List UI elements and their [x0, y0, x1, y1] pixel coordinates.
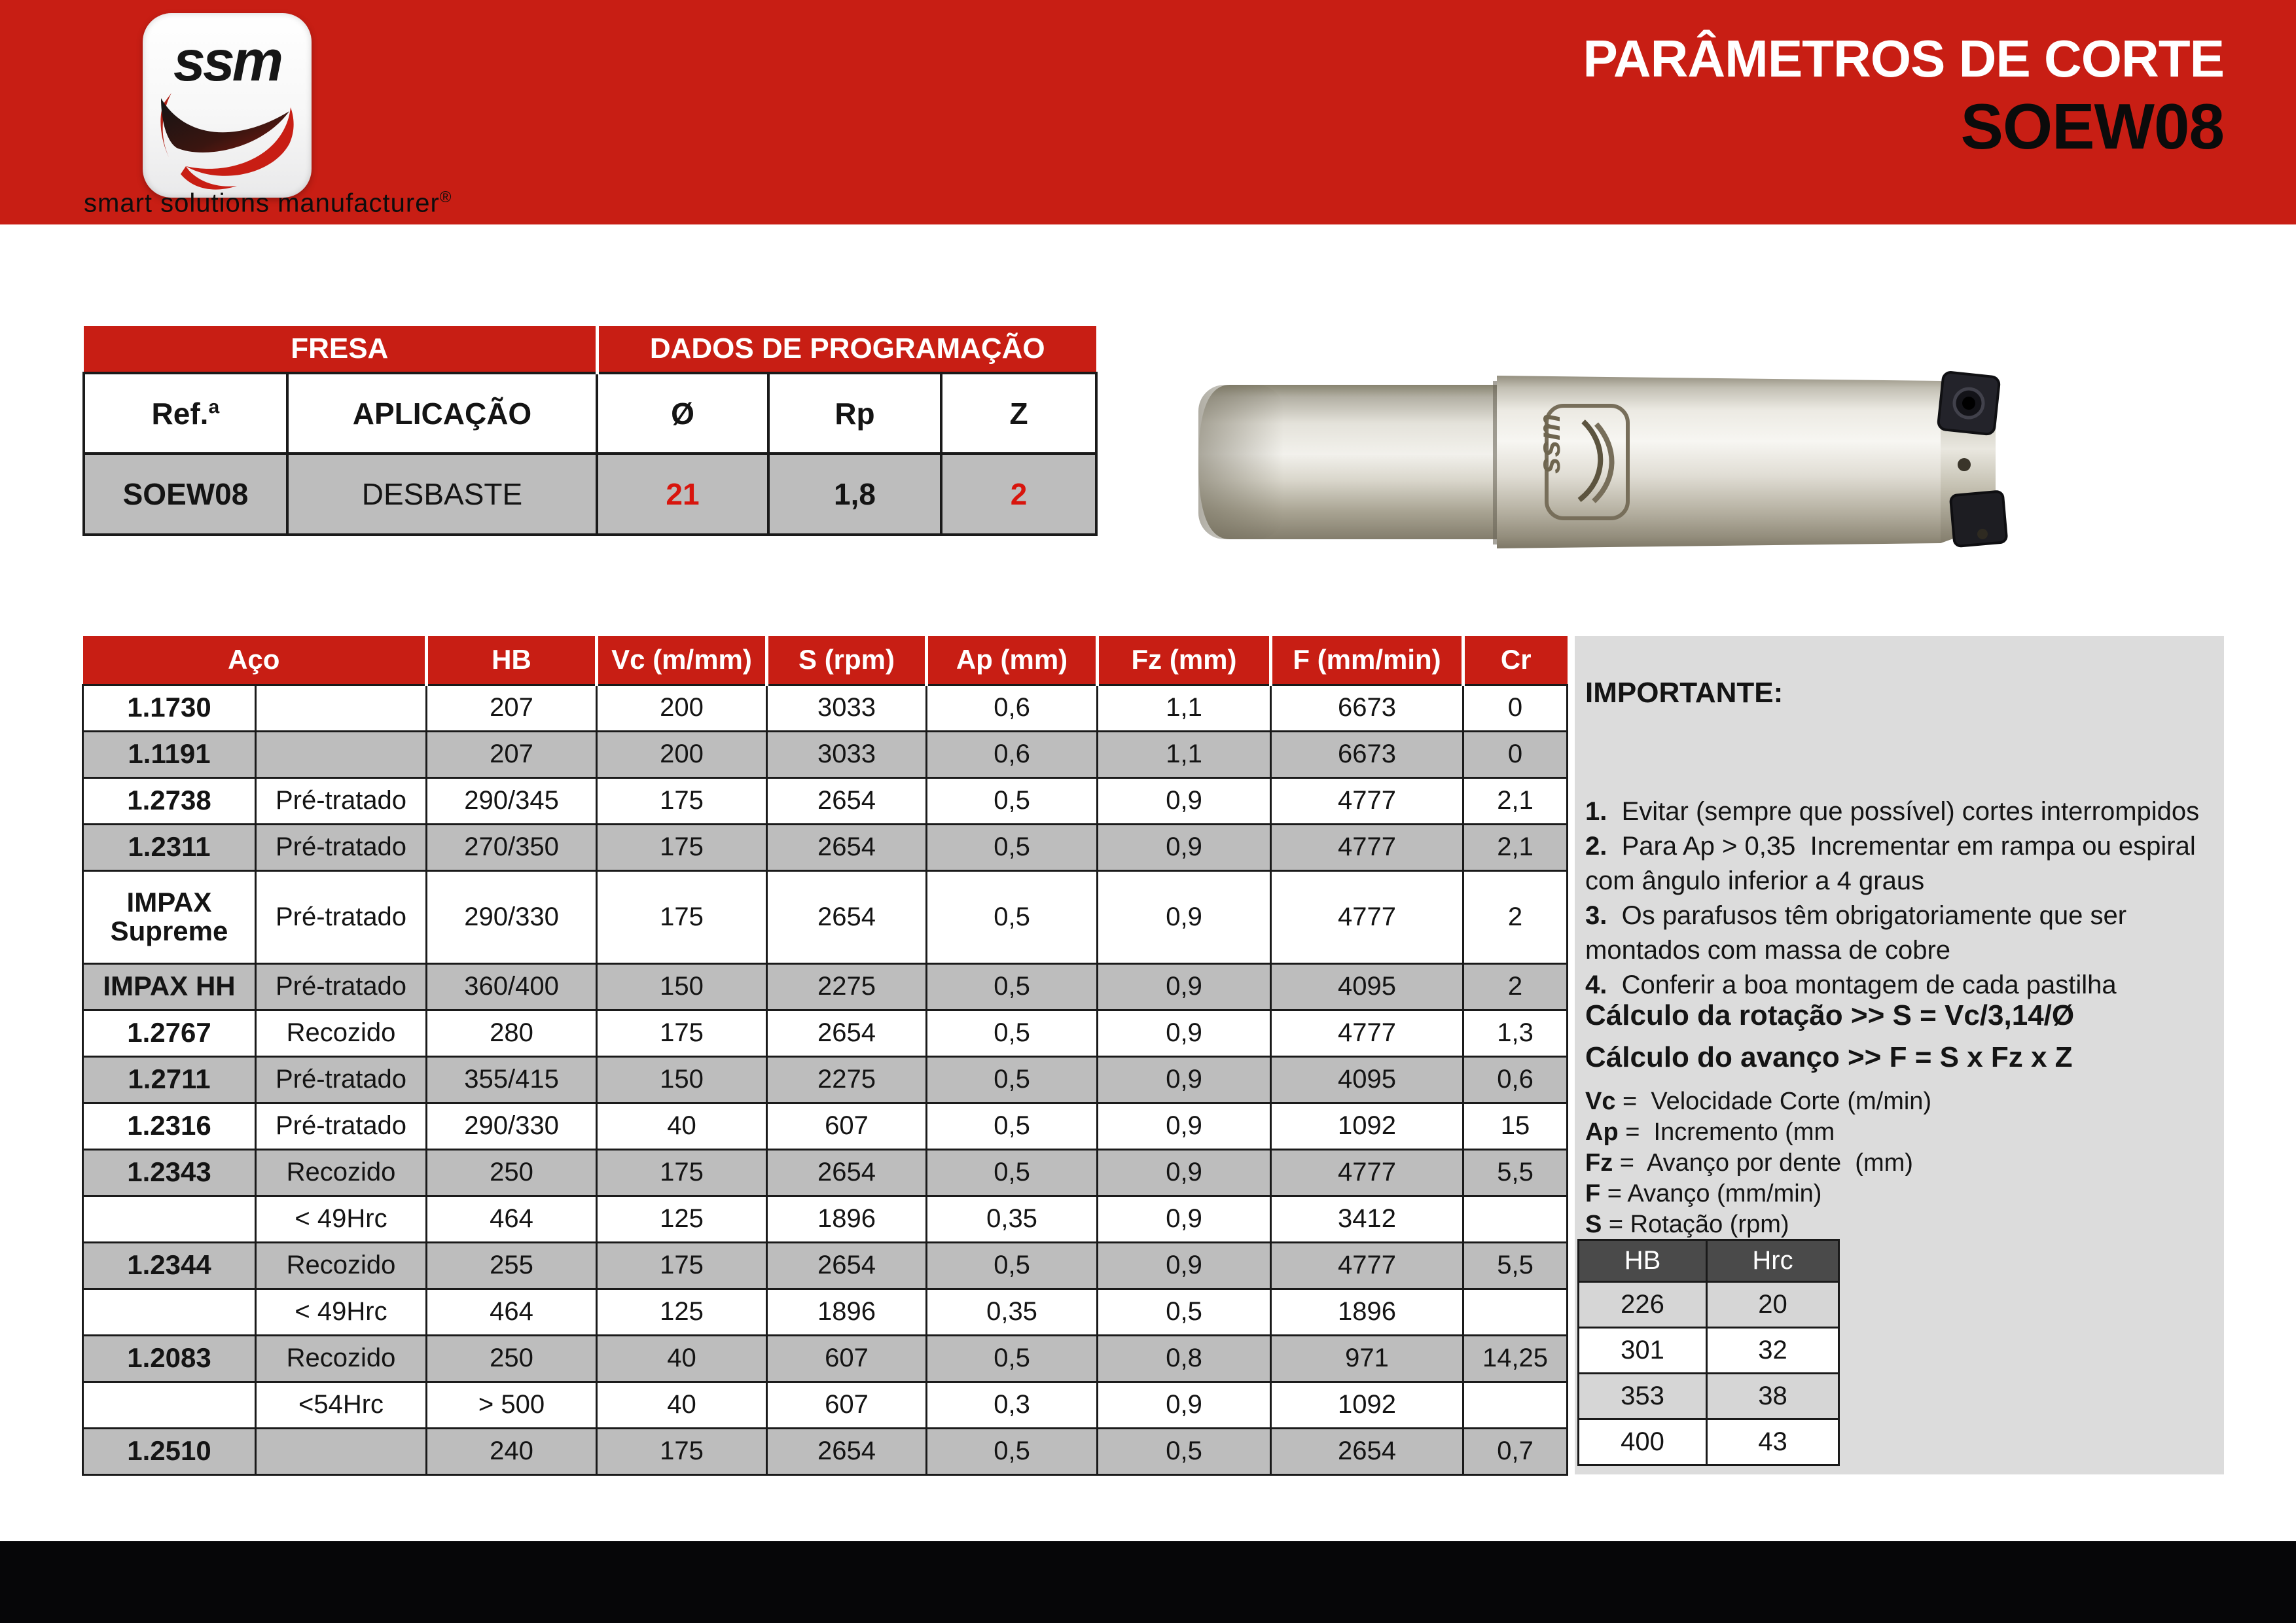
cell-f: 3412 [1271, 1196, 1463, 1242]
cell-ap: 0,35 [927, 1196, 1098, 1242]
cell-ap: 0,3 [927, 1382, 1098, 1428]
cell-refcol: IMPAX HH [83, 963, 256, 1010]
footer-bar [0, 1541, 2296, 1623]
cell-cr: 5,5 [1463, 1242, 1568, 1289]
cutting-table-row [83, 1149, 1568, 1196]
cell-cr: 5,5 [1463, 1149, 1568, 1196]
cutting-table-row [83, 824, 1568, 870]
cell-refcol: IMPAX Supreme [83, 870, 256, 963]
cell-f: 4095 [1271, 1056, 1463, 1103]
ssm-logo [143, 13, 312, 198]
cell-cr: 0,6 [1463, 1056, 1568, 1103]
logo-tagline [84, 188, 503, 218]
cell-vc: 125 [597, 1196, 767, 1242]
legend-item: Fz = Avanço por dente (mm) [1585, 1149, 1913, 1177]
cell-vc: 175 [597, 870, 767, 963]
cell-s: 2275 [767, 1056, 927, 1103]
col-s: S (rpm) [767, 636, 927, 685]
ssm-logo-text: ssm [173, 28, 281, 93]
note-number: 3. [1585, 901, 1607, 930]
cell-s: 3033 [767, 731, 927, 777]
cell-ap: 0,5 [927, 870, 1098, 963]
col-vc: Vc (m/mm) [597, 636, 767, 685]
cell-hard-hrc: 38 [1707, 1374, 1839, 1419]
legend-key: F [1585, 1180, 1601, 1207]
cell-cr: 2,1 [1463, 777, 1568, 824]
cell-fz: 0,9 [1098, 1010, 1271, 1056]
cell-treat: Recozido [256, 1149, 427, 1196]
cell-vc: 175 [597, 1149, 767, 1196]
cell-hard-hrc: 20 [1707, 1282, 1839, 1328]
cell-s: 607 [767, 1103, 927, 1149]
cell-vc: 175 [597, 1428, 767, 1474]
cell-cr: 0 [1463, 685, 1568, 731]
cell-refcol: 1.1730 [83, 685, 256, 731]
cell-ap: 0,5 [927, 1335, 1098, 1382]
cell-hb: 360/400 [427, 963, 597, 1010]
tagline-text: smart solutions manufacturer [84, 188, 440, 218]
tool-table-group-header [84, 326, 1096, 373]
cell-vc: 175 [597, 824, 767, 870]
cell-fz: 0,9 [1098, 1056, 1271, 1103]
cell-fz: 0,9 [1098, 1149, 1271, 1196]
cell-refcol: 1.2316 [83, 1103, 256, 1149]
cell-s: 607 [767, 1335, 927, 1382]
group-header-dados: DADOS DE PROGRAMAÇÃO [597, 326, 1096, 373]
cell-refcol [83, 1289, 256, 1335]
cell-vc: 40 [597, 1382, 767, 1428]
tool-table-data-row [84, 454, 1096, 535]
cell-treat [256, 731, 427, 777]
cutting-table-row [83, 777, 1568, 824]
cell-vc: 40 [597, 1335, 767, 1382]
cutting-parameters-table [82, 636, 1568, 1476]
cell-treat: Pré-tratado [256, 963, 427, 1010]
cell-fz: 0,9 [1098, 963, 1271, 1010]
cutting-table-row [83, 685, 1568, 731]
cell-hb: 355/415 [427, 1056, 597, 1103]
cell-aplicacao: DESBASTE [287, 454, 597, 535]
cell-treat: Recozido [256, 1242, 427, 1289]
cutting-table-row [83, 1056, 1568, 1103]
note-number: 4. [1585, 971, 1607, 999]
cell-cr: 2,1 [1463, 824, 1568, 870]
ssm-swoosh-icon [149, 81, 305, 194]
cell-fz: 0,9 [1098, 1382, 1271, 1428]
cell-f: 4777 [1271, 870, 1463, 963]
cell-f: 4777 [1271, 1149, 1463, 1196]
cell-refcol: 1.2311 [83, 824, 256, 870]
cell-cr: 15 [1463, 1103, 1568, 1149]
cell-s: 1896 [767, 1289, 927, 1335]
cell-f: 4777 [1271, 824, 1463, 870]
cutting-table-row [83, 1382, 1568, 1428]
col-hard-hb: HB [1579, 1240, 1707, 1282]
formula-rotacao: Cálculo da rotação >> S = Vc/3,14/Ø [1585, 999, 2075, 1031]
cutting-table-row [83, 870, 1568, 963]
cell-ap: 0,5 [927, 1149, 1098, 1196]
cell-hb: 290/330 [427, 1103, 597, 1149]
cell-ap: 0,5 [927, 1103, 1098, 1149]
cell-cr: 0 [1463, 731, 1568, 777]
cell-hb: 464 [427, 1289, 597, 1335]
cell-fz: 1,1 [1098, 685, 1271, 731]
cell-z: 2 [941, 454, 1096, 535]
cell-fz: 0,5 [1098, 1289, 1271, 1335]
cell-treat: Pré-tratado [256, 777, 427, 824]
tool-programming-table [82, 326, 1098, 536]
col-aco: Aço [83, 636, 427, 685]
col-diametro: Ø [597, 373, 768, 454]
cell-vc: 40 [597, 1103, 767, 1149]
col-ref: Ref.ª [84, 373, 287, 454]
cell-fz: 1,1 [1098, 731, 1271, 777]
cell-fz: 0,8 [1098, 1335, 1271, 1382]
cell-treat: Recozido [256, 1335, 427, 1382]
cell-fz: 0,9 [1098, 870, 1271, 963]
cell-ap: 0,5 [927, 1056, 1098, 1103]
cutting-table-row [83, 1428, 1568, 1474]
cell-ap: 0,6 [927, 731, 1098, 777]
legend-item: S = Rotação (rpm) [1585, 1211, 1789, 1238]
cell-hard-hb: 301 [1579, 1328, 1707, 1374]
cell-treat: Recozido [256, 1010, 427, 1056]
registered-mark: ® [439, 188, 452, 206]
cutting-table-header [83, 636, 1568, 685]
cell-fz: 0,9 [1098, 824, 1271, 870]
legend-key: Fz [1585, 1149, 1613, 1177]
header-bar [0, 0, 2296, 224]
notes-title: IMPORTANTE: [1585, 677, 1784, 709]
cell-hb: 250 [427, 1335, 597, 1382]
hardness-table-header [1579, 1240, 1839, 1282]
cell-fz: 0,9 [1098, 1196, 1271, 1242]
cutting-table-row [83, 1010, 1568, 1056]
cell-cr: 2 [1463, 963, 1568, 1010]
cell-f: 4095 [1271, 963, 1463, 1010]
cell-hb: 290/330 [427, 870, 597, 963]
cell-ap: 0,6 [927, 685, 1098, 731]
cell-fz: 0,9 [1098, 1103, 1271, 1149]
cutting-table-row [83, 731, 1568, 777]
cell-s: 607 [767, 1382, 927, 1428]
cell-s: 2275 [767, 963, 927, 1010]
cell-hb: 255 [427, 1242, 597, 1289]
important-notes-panel [1575, 636, 2224, 1474]
legend-item: Ap = Incremento (mm [1585, 1118, 1835, 1146]
cell-cr: 0,7 [1463, 1428, 1568, 1474]
cell-f: 4777 [1271, 1242, 1463, 1289]
col-fz: Fz (mm) [1098, 636, 1271, 685]
hardness-conversion-table [1577, 1239, 1840, 1466]
cell-hb: > 500 [427, 1382, 597, 1428]
cell-ap: 0,5 [927, 1242, 1098, 1289]
cell-hb: 464 [427, 1196, 597, 1242]
cell-f: 4777 [1271, 1010, 1463, 1056]
cell-f: 971 [1271, 1335, 1463, 1382]
milling-cutter-photo [1188, 366, 2026, 558]
cell-treat: <54Hrc [256, 1382, 427, 1428]
cell-f: 1092 [1271, 1382, 1463, 1428]
cell-refcol: 1.1191 [83, 731, 256, 777]
cell-hard-hrc: 43 [1707, 1419, 1839, 1465]
col-hb: HB [427, 636, 597, 685]
cell-hb: 290/345 [427, 777, 597, 824]
cell-refcol: 1.2738 [83, 777, 256, 824]
cell-treat [256, 1428, 427, 1474]
cell-vc: 150 [597, 963, 767, 1010]
cutting-table-row [83, 1103, 1568, 1149]
cell-vc: 175 [597, 1242, 767, 1289]
cell-ap: 0,5 [927, 963, 1098, 1010]
note-item: 4. Conferir a boa montagem de cada pastilha [1585, 971, 2117, 999]
cutting-table-row [83, 1242, 1568, 1289]
page-title: PARÂMETROS DE CORTE [1583, 29, 2224, 88]
cell-cr [1463, 1196, 1568, 1242]
cell-ap: 0,5 [927, 1010, 1098, 1056]
cell-treat: Pré-tratado [256, 1056, 427, 1103]
cell-treat: Pré-tratado [256, 824, 427, 870]
cell-cr: 1,3 [1463, 1010, 1568, 1056]
cell-treat [256, 685, 427, 731]
cell-f: 1896 [1271, 1289, 1463, 1335]
cell-vc: 150 [597, 1056, 767, 1103]
cell-fz: 0,9 [1098, 777, 1271, 824]
cell-cr [1463, 1289, 1568, 1335]
cell-s: 2654 [767, 1428, 927, 1474]
cell-f: 4777 [1271, 777, 1463, 824]
cell-ref: SOEW08 [84, 454, 287, 535]
note-number: 2. [1585, 832, 1607, 861]
col-cr: Cr [1463, 636, 1568, 685]
col-ap: Ap (mm) [927, 636, 1098, 685]
col-f: F (mm/min) [1271, 636, 1463, 685]
note-item: 1. Evitar (sempre que possível) cortes interrompidos [1585, 797, 2200, 826]
cell-treat: Pré-tratado [256, 1103, 427, 1149]
cell-cr [1463, 1382, 1568, 1428]
tool-table-column-header [84, 373, 1096, 454]
cell-fz: 0,9 [1098, 1242, 1271, 1289]
cell-hard-hb: 353 [1579, 1374, 1707, 1419]
cell-refcol: 1.2711 [83, 1056, 256, 1103]
note-number: 1. [1585, 797, 1607, 826]
cell-cr: 14,25 [1463, 1335, 1568, 1382]
cell-hard-hb: 400 [1579, 1419, 1707, 1465]
legend-item: F = Avanço (mm/min) [1585, 1180, 1822, 1207]
cell-hb: 207 [427, 731, 597, 777]
cell-fz: 0,5 [1098, 1428, 1271, 1474]
cell-ap: 0,5 [927, 824, 1098, 870]
formulas-block [1585, 995, 2214, 1079]
col-aplicacao: APLICAÇÃO [287, 373, 597, 454]
cell-diametro: 21 [597, 454, 768, 535]
legend-list [1585, 1086, 2214, 1240]
cell-f: 6673 [1271, 685, 1463, 731]
hardness-table-row [1579, 1374, 1839, 1419]
col-z: Z [941, 373, 1096, 454]
cell-s: 2654 [767, 1010, 927, 1056]
cell-refcol: 1.2344 [83, 1242, 256, 1289]
note-item: 2. Para Ap > 0,35 Incrementar em rampa ou espiral com ângulo inferior a 4 graus [1585, 832, 2203, 895]
formula-avanco: Cálculo do avanço >> F = S x Fz x Z [1585, 1041, 2073, 1073]
cell-vc: 200 [597, 731, 767, 777]
legend-item: Vc = Velocidade Corte (m/min) [1585, 1088, 1932, 1115]
cell-treat: < 49Hrc [256, 1196, 427, 1242]
cell-refcol [83, 1196, 256, 1242]
note-item: 3. Os parafusos têm obrigatoriamente que ser montados com massa de cobre [1585, 901, 2134, 965]
cell-s: 2654 [767, 824, 927, 870]
cell-refcol: 1.2510 [83, 1428, 256, 1474]
cell-s: 2654 [767, 870, 927, 963]
cell-rp: 1,8 [768, 454, 941, 535]
cell-cr: 2 [1463, 870, 1568, 963]
cell-refcol: 1.2343 [83, 1149, 256, 1196]
cell-vc: 175 [597, 777, 767, 824]
cutting-table-row [83, 1196, 1568, 1242]
cell-hb: 207 [427, 685, 597, 731]
hardness-table-row [1579, 1282, 1839, 1328]
cell-s: 2654 [767, 777, 927, 824]
hardness-table-row [1579, 1328, 1839, 1374]
cell-s: 3033 [767, 685, 927, 731]
cell-treat: < 49Hrc [256, 1289, 427, 1335]
notes-list [1585, 794, 2214, 1003]
col-hard-hrc: Hrc [1707, 1240, 1839, 1282]
cell-hb: 280 [427, 1010, 597, 1056]
hardness-table-row [1579, 1419, 1839, 1465]
cell-ap: 0,5 [927, 1428, 1098, 1474]
cell-refcol [83, 1382, 256, 1428]
legend-key: Vc [1585, 1088, 1616, 1115]
cell-hard-hb: 226 [1579, 1282, 1707, 1328]
tool-engraving-ssm: ssm [1532, 413, 1566, 474]
col-rp: Rp [768, 373, 941, 454]
cell-hard-hrc: 32 [1707, 1328, 1839, 1374]
cell-vc: 175 [597, 1010, 767, 1056]
cell-hb: 270/350 [427, 824, 597, 870]
legend-key: S [1585, 1211, 1602, 1238]
cell-f: 2654 [1271, 1428, 1463, 1474]
cutting-table-row [83, 963, 1568, 1010]
cell-f: 6673 [1271, 731, 1463, 777]
cutting-table-row [83, 1289, 1568, 1335]
legend-key: Ap [1585, 1118, 1619, 1146]
cell-treat: Pré-tratado [256, 870, 427, 963]
group-header-fresa: FRESA [84, 326, 597, 373]
cell-f: 1092 [1271, 1103, 1463, 1149]
cell-refcol: 1.2083 [83, 1335, 256, 1382]
cell-ap: 0,35 [927, 1289, 1098, 1335]
cell-vc: 200 [597, 685, 767, 731]
title-block [1308, 31, 2224, 162]
cell-hb: 250 [427, 1149, 597, 1196]
cell-s: 2654 [767, 1149, 927, 1196]
page-subtitle: SOEW08 [1960, 90, 2224, 162]
cell-ap: 0,5 [927, 777, 1098, 824]
cell-vc: 125 [597, 1289, 767, 1335]
cell-s: 2654 [767, 1242, 927, 1289]
cell-s: 1896 [767, 1196, 927, 1242]
cell-refcol: 1.2767 [83, 1010, 256, 1056]
cell-hb: 240 [427, 1428, 597, 1474]
cutting-table-row [83, 1335, 1568, 1382]
